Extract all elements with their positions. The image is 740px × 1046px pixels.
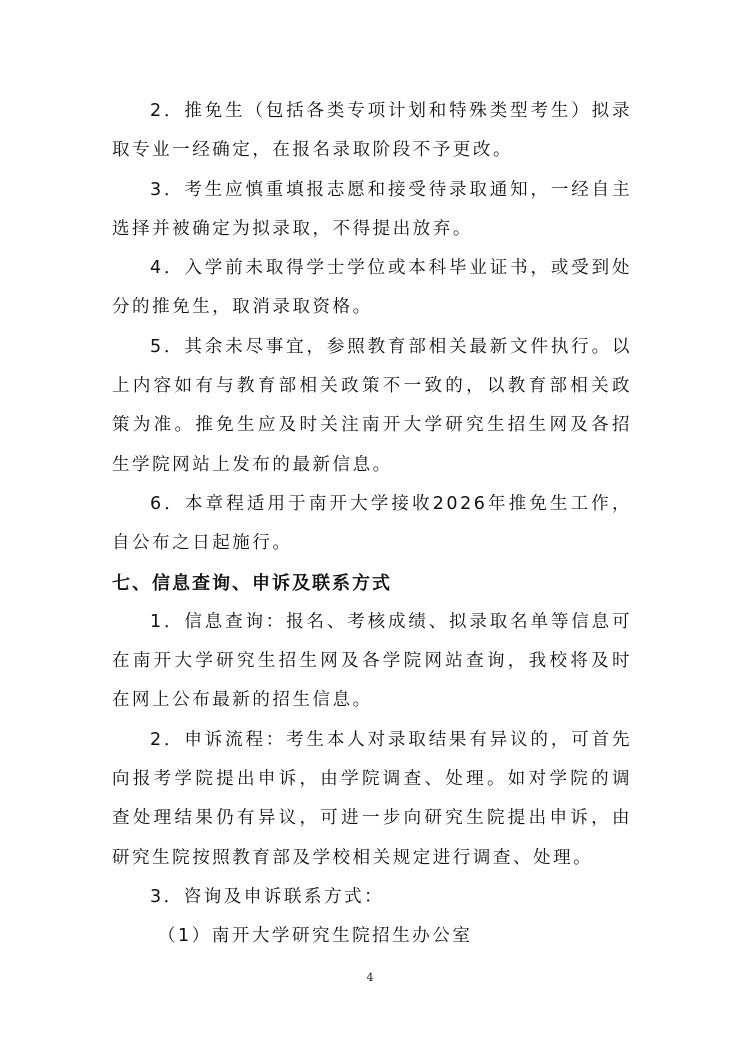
section-paragraph-2: 2．申诉流程：考生本人对录取结果有异议的，可首先向报考学院提出申诉，由学院调查、处理。如对学院的调查处理结果仍有异议，可进一步向研究生院提出申诉，由研究生院按照教育部及学校相关规定进行调查、处理。 xyxy=(112,729,632,868)
section-paragraph-3: 3．咨询及申诉联系方式： xyxy=(150,886,385,907)
contact-subitem: （1）南开大学研究生院招生办公室 xyxy=(158,926,473,947)
paragraph-item-2: 2．推免生（包括各类专项计划和特殊类型考生）拟录取专业一经确定，在报名录取阶段不予更改。 xyxy=(112,101,632,161)
page-number: 4 xyxy=(366,971,374,984)
paragraph-item-6: 6．本章程适用于南开大学接收2026年推免生工作，自公布之日起施行。 xyxy=(112,493,632,554)
paragraph-item-5: 5．其余未尽事宜，参照教育部相关最新文件执行。以上内容如有与教育部相关政策不一致的，以教育部相关政策为准。推免生应及时关注南开大学研究生招生网及各招生学院网站上发布的最新信息。 xyxy=(112,336,632,475)
paragraph-item-3: 3．考生应慎重填报志愿和接受待录取通知，一经自主选择并被确定为拟录取，不得提出放弃。 xyxy=(112,179,632,239)
paragraph-item-4: 4．入学前未取得学士学位或本科毕业证书，或受到处分的推免生，取消录取资格。 xyxy=(112,258,632,318)
document-body xyxy=(112,92,632,957)
section-heading: 七、信息查询、申诉及联系方式 xyxy=(112,572,392,594)
section-paragraph-1: 1．信息查询：报名、考核成绩、拟录取名单等信息可在南开大学研究生招生网及各学院网站查询，我校将及时在网上公布最新的招生信息。 xyxy=(112,611,632,711)
